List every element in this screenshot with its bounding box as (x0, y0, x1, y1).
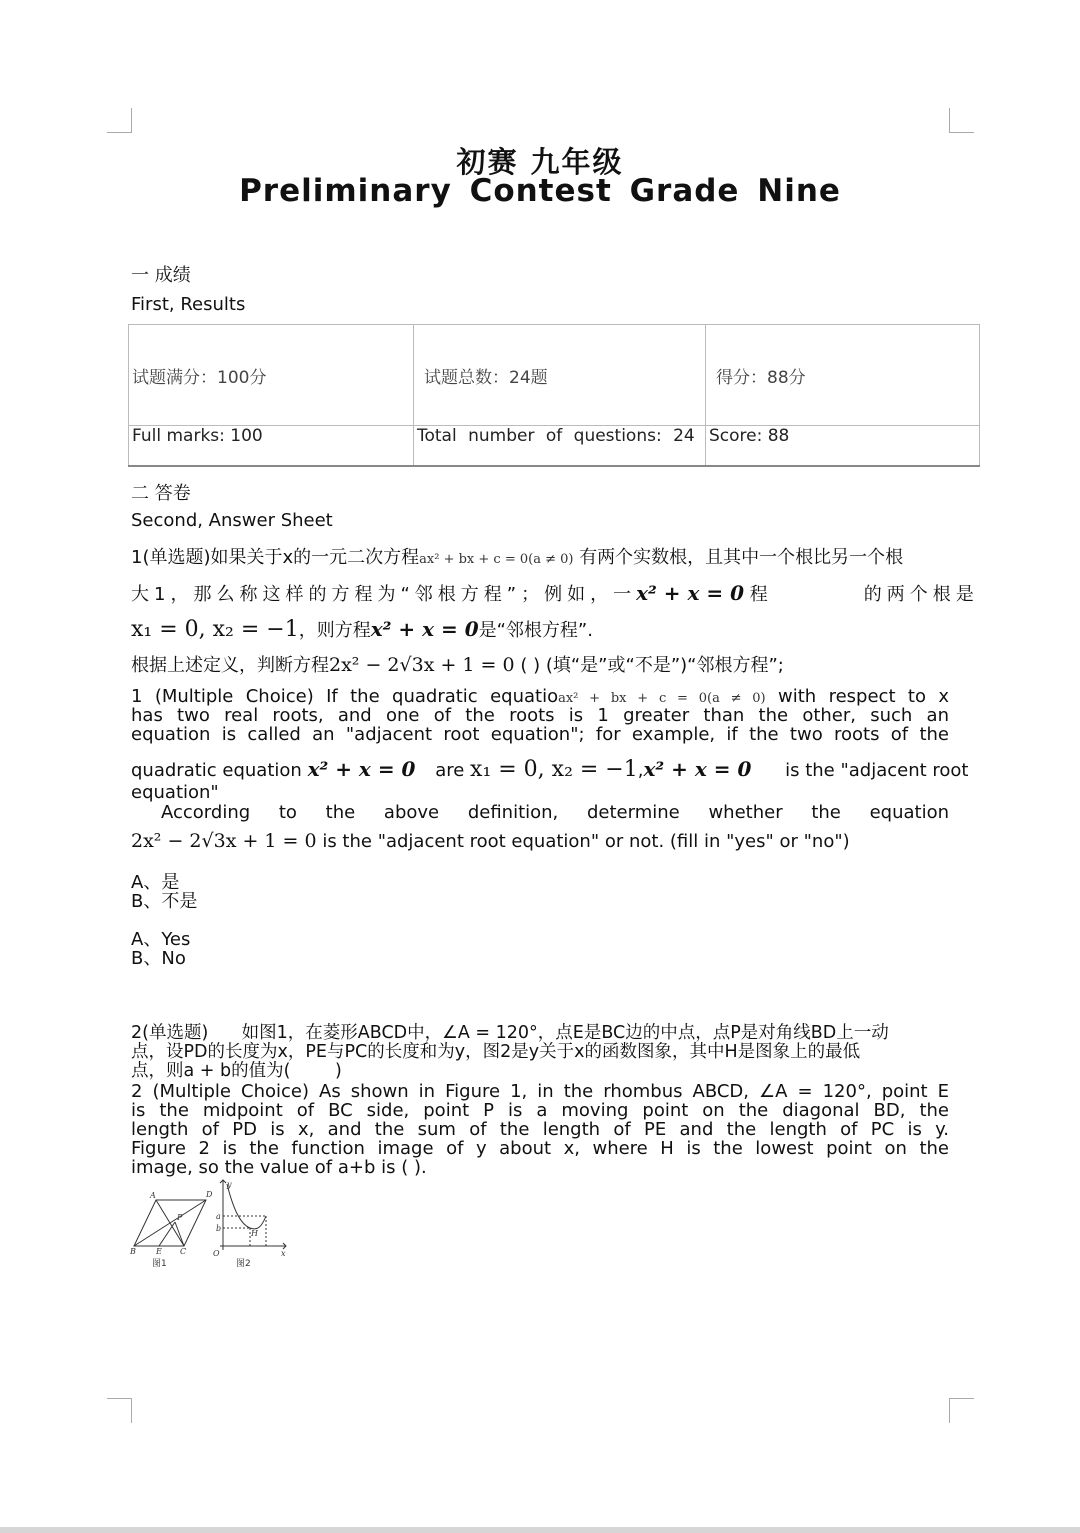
q1-en-line7: 2x² − 2√3x + 1 = 0 is the "adjacent root equation" or not. (fill in "yes" or "no") (131, 830, 850, 852)
section2-heading-en: Second, Answer Sheet (131, 510, 333, 531)
q2-cn-line1: 2(单选题) 如图1，在菱形ABCD中，∠A = 120°，点E是BC边的中点，点P是对角线BD上一动 (131, 1023, 889, 1043)
score-en: Score: 88 (706, 426, 980, 467)
fig1-label-d: D (206, 1190, 213, 1199)
page-title-en: Preliminary Contest Grade Nine (239, 173, 841, 209)
section1-heading-en: First, Results (131, 294, 246, 315)
fig1-caption: 图1 (152, 1259, 167, 1269)
q1-option-b-cn[interactable]: B、不是 (131, 891, 198, 912)
fig2-caption: 图2 (236, 1259, 251, 1269)
target-equation-en: 2x² − 2√3x + 1 = 0 (131, 830, 317, 852)
q1-option-a-en[interactable]: A、Yes (131, 929, 191, 950)
example-equation-en-2: x² + x = 0 (643, 757, 752, 781)
fig2-label-o: O (213, 1249, 220, 1258)
total-questions-en: Total number of questions: 24 (414, 426, 706, 467)
q2-en-line3: length of PD is x, and the sum of the length of PE and the length of PC is y. (131, 1119, 949, 1140)
target-equation: 2x² − 2√3x + 1 = 0 (329, 654, 515, 676)
example-roots: x₁ = 0, x₂ = −1 (131, 617, 299, 642)
fig2-label-x: x (281, 1249, 286, 1258)
q2-en-line1: 2 (Multiple Choice) As shown in Figure 1, in the rhombus ABCD, ∠A = 120°, point E (131, 1081, 949, 1102)
q1-option-b-en[interactable]: B、No (131, 948, 186, 969)
figure2-graph (213, 1180, 286, 1258)
page-bottom-edge (0, 1527, 1080, 1533)
q1-en-line2: has two real roots, and one of the roots is 1 greater than the other, such an (131, 705, 949, 726)
example-equation: x² + x = 0 (636, 581, 744, 605)
general-equation: ax² + bx + c = 0(a ≠ 0) (419, 552, 574, 567)
fig2-label-b: b (216, 1224, 222, 1233)
example-equation-en: x² + x = 0 (307, 757, 416, 781)
q1-en-line1: 1 (Multiple Choice) If the quadratic equatioax² + bx + c = 0(a ≠ 0) with respect to x (131, 686, 949, 707)
page-title-cn: 初赛 九年级 (456, 145, 624, 179)
q2-en-line2: is the midpoint of BC side, point P is a moving point on the diagonal BD, the (131, 1100, 949, 1121)
q1-en-line5: equation" (131, 782, 219, 803)
example-equation-2: x² + x = 0 (370, 617, 479, 641)
q1-cn-line1: 1(单选题)如果关于x的一元二次方程ax² + bx + c = 0(a ≠ 0) 有两个实数根，且其中一个根比另一个根 (131, 547, 904, 568)
fig2-label-a: a (216, 1212, 221, 1221)
general-equation-en: ax² + bx + c = 0(a ≠ 0) (558, 691, 766, 706)
fig1-label-a: A (150, 1191, 156, 1200)
q1-cn-line2: 大1，那么称这样的方程为“邻根方程”；例如，一x² + x = 0 程 的两个根是 (131, 581, 979, 605)
crop-mark-bottom-left (107, 1398, 132, 1423)
total-questions-cn: 试题总数：24题 (414, 325, 706, 426)
full-marks-en: Full marks: 100 (129, 426, 414, 467)
crop-mark-top-left (107, 108, 132, 133)
q2-figure (128, 1178, 293, 1270)
results-row-cn (129, 325, 980, 426)
fig1-label-e: E (156, 1247, 162, 1256)
q1-option-a-cn[interactable]: A、是 (131, 872, 180, 893)
q2-en-line5: image, so the value of a+b is ( ). (131, 1157, 427, 1178)
fig1-label-p: P (177, 1213, 183, 1222)
section1-heading-cn: 一 成绩 (131, 265, 191, 286)
q1-en-line6: According to the above definition, determine whether the equation (161, 802, 949, 823)
q1-cn-line3: x₁ = 0, x₂ = −1，则方程x² + x = 0是“邻根方程”. (131, 617, 593, 642)
results-table (128, 324, 980, 467)
crop-mark-bottom-right (949, 1398, 974, 1423)
score-cn: 得分：88分 (706, 325, 980, 426)
fig1-label-b: B (130, 1247, 136, 1256)
fig1-label-c: C (180, 1247, 187, 1256)
results-row-en (129, 426, 980, 467)
full-marks-cn: 试题满分：100分 (129, 325, 414, 426)
fig2-label-h: H (251, 1229, 258, 1238)
figure1-rhombus (129, 1190, 213, 1256)
example-roots-en: x₁ = 0, x₂ = −1 (470, 757, 638, 782)
fig2-label-y: y (227, 1180, 232, 1189)
q2-cn-line2: 点，设PD的长度为x，PE与PC的长度和为y，图2是y关于x的函数图象，其中H是图象上的最低 (131, 1042, 861, 1062)
q2-en-line4: Figure 2 is the function image of y about x, where H is the lowest point on the (131, 1138, 949, 1159)
section2-heading-cn: 二 答卷 (131, 483, 191, 504)
q1-en-line4: quadratic equation x² + x = 0 are x₁ = 0, x₂ = −1,x² + x = 0 is the "adjacent root (131, 757, 969, 782)
crop-mark-top-right (949, 108, 974, 133)
q1-cn-line4: 根据上述定义，判断方程2x² − 2√3x + 1 = 0 ( ) (填“是”或“不是”)“邻根方程”; (131, 654, 784, 676)
q2-cn-line3: 点，则a + b的值为( ) (131, 1061, 342, 1081)
q1-en-line3: equation is called an "adjacent root equation"; for example, if the two roots of the (131, 724, 949, 745)
